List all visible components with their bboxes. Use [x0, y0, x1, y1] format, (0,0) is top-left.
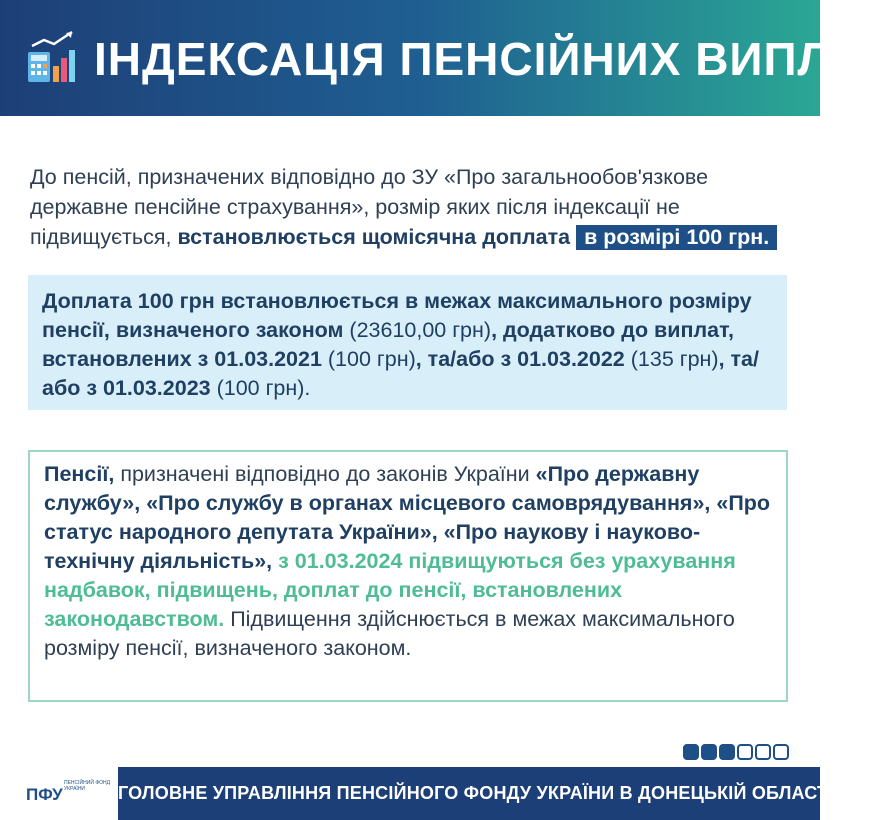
- intro-paragraph: [30, 162, 790, 252]
- panel-blue-bold-4: , та/або з 01.03.2023: [42, 347, 759, 400]
- pagination-dot: [701, 744, 717, 760]
- svg-text:ПФУ: ПФУ: [26, 785, 63, 804]
- panel-blue-period: .: [304, 376, 311, 400]
- panel-blue-bold-1: Доплата 100 грн встановлюється в межах максимального розміру пенсії, визначеного законом: [42, 289, 752, 342]
- pfu-logo-subtitle: ПЕНСІЙНИЙ ФОНД УКРАЇНИ: [64, 780, 111, 792]
- intro-bold-text: встановлюється щомісячна доплата: [177, 225, 571, 249]
- info-panel-green-text: [44, 460, 776, 663]
- pagination-dots: [683, 744, 791, 760]
- panel-blue-amount-2: (100 грн): [321, 347, 416, 371]
- panel-blue-bold-2: , додатково до виплат, встановлених з 01.03.2021: [42, 318, 734, 371]
- intro-text: До пенсій, призначених відповідно до ЗУ «Про загальнообов'язкове державне пенсійне страхування», розмір яких після індексації не підвищується,: [30, 165, 709, 249]
- pagination-dot: [719, 744, 735, 760]
- info-panel-blue-text: [42, 287, 778, 403]
- pagination-dot: [683, 744, 699, 760]
- pagination-dot: [773, 744, 789, 760]
- header-banner: [0, 0, 892, 116]
- panel-blue-bold-3: , та/або з 01.03.2022: [415, 347, 625, 371]
- page-title: ІНДЕКСАЦІЯ ПЕНСІЙНИХ ВИПЛАТ: [94, 33, 892, 85]
- pfu-logo: [26, 780, 63, 806]
- panel-blue-amount-4: (100 грн): [210, 376, 305, 400]
- pagination-dot: [737, 744, 753, 760]
- amount-highlight: в розмірі 100 грн.: [576, 225, 777, 250]
- panel-blue-amount-1: (23610,00 грн): [343, 318, 492, 342]
- panel-green-highlight: з 01.03.2024 підвищуються без урахування надбавок, підвищень, доплат до пенсії, встановлених законодавством.: [44, 549, 736, 631]
- panel-green-text-2: Підвищення здійснюється в межах максимального розміру пенсії, визначеного законом.: [44, 607, 735, 660]
- info-panel-blue: [28, 275, 787, 410]
- footer-bar: [118, 767, 834, 820]
- panel-blue-amount-3: (135 грн): [624, 347, 719, 371]
- info-panel-green: [28, 450, 788, 702]
- chart-calculator-icon: [26, 30, 78, 86]
- footer-text: ГОЛОВНЕ УПРАВЛІННЯ ПЕНСІЙНОГО ФОНДУ УКРАЇНИ В ДОНЕЦЬКІЙ ОБЛАСТІ: [118, 783, 834, 803]
- pagination-dot: [755, 744, 771, 760]
- panel-green-bold-1: Пенсії,: [44, 462, 115, 486]
- panel-green-laws: «Про державну службу», «Про службу в органах місцевого самоврядування», «Про статус народного депутата України», «Про наукову і науково-технічну діяльність»,: [44, 462, 771, 573]
- panel-green-text-1: призначені відповідно до законів України: [114, 462, 536, 486]
